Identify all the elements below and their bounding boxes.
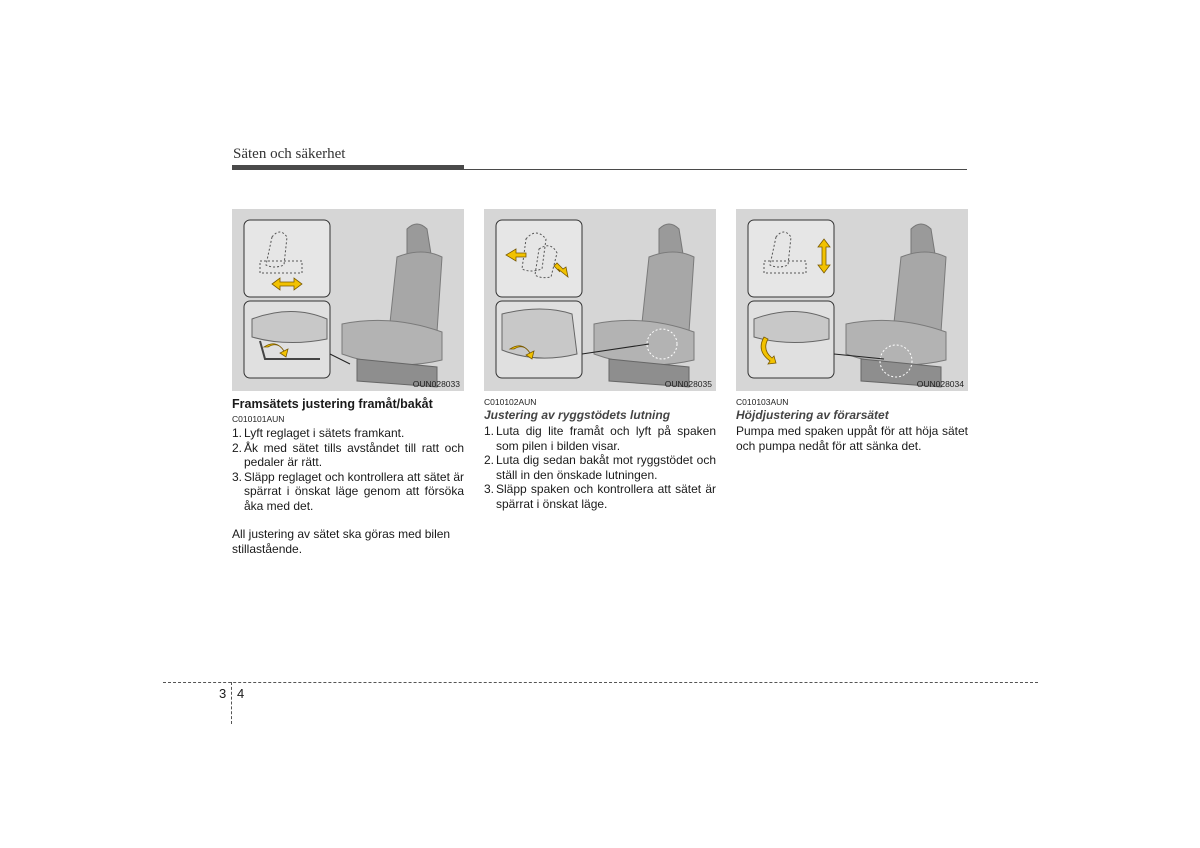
figure-code: OUN028034 <box>916 379 964 389</box>
subheading-height: Höjdjustering av förarsätet <box>736 408 889 422</box>
steps-list <box>232 426 464 513</box>
inset-box-top <box>496 220 582 297</box>
step-item: 3. Släpp spaken och kontrollera att sätet är spärrat i önskat läge. <box>484 482 716 511</box>
note-text: All justering av sätet ska göras med bilen stillastående. <box>232 527 451 556</box>
page-number: 4 <box>237 686 245 701</box>
seat-illustration <box>232 209 464 391</box>
seat-figure-forward-backward <box>232 209 464 391</box>
cushion-shape <box>846 320 946 364</box>
cushion-shape <box>342 320 442 364</box>
cushion-detail-shape <box>252 312 327 343</box>
seat-figure-height <box>736 209 968 391</box>
chapter-number: 3 <box>219 686 227 701</box>
heading-forward-backward: Framsätets justering framåt/bakåt <box>232 397 433 411</box>
steps-list <box>484 424 716 511</box>
step-item: 1. Luta dig lite framåt och lyft på spaken som pilen i bilden visar. <box>484 424 716 453</box>
seat-illustration <box>736 209 968 391</box>
step-item: 2. Åk med sätet tills avståndet till ratt och pedaler är rätt. <box>232 440 464 469</box>
step-item: 2. Luta dig sedan bakåt mot ryggstödet och ställ in den önskade lutningen. <box>484 453 716 482</box>
footer-dashed-divider <box>231 682 232 724</box>
height-paragraph: Pumpa med spaken uppåt för att höja sätet och pumpa nedåt för att sänka det. <box>736 424 968 453</box>
step-item: 3. Släpp reglaget och kontrollera att sätet är spärrat i önskat läge genom att försöka åka med det. <box>232 469 464 513</box>
cushion-shape <box>594 320 694 364</box>
reference-code: C010101AUN <box>232 414 285 424</box>
step-item: 1. Lyft reglaget i sätets framkant. <box>232 426 405 440</box>
header-rule-thin <box>232 169 967 170</box>
inset-box-top <box>748 220 834 297</box>
seat-figure-backrest <box>484 209 716 391</box>
subheading-backrest: Justering av ryggstödets lutning <box>484 408 671 422</box>
column-forward-backward <box>232 209 464 556</box>
column-backrest <box>484 209 716 511</box>
section-title: Säten och säkerhet <box>233 146 346 162</box>
footer-dashed-line <box>163 682 1038 683</box>
backrest-detail-shape <box>502 309 577 358</box>
reference-code: C010102AUN <box>484 397 537 407</box>
figure-code: OUN028035 <box>664 379 712 389</box>
seat-illustration <box>484 209 716 391</box>
figure-code: OUN028033 <box>412 379 460 389</box>
column-height <box>736 209 968 453</box>
reference-code: C010103AUN <box>736 397 789 407</box>
